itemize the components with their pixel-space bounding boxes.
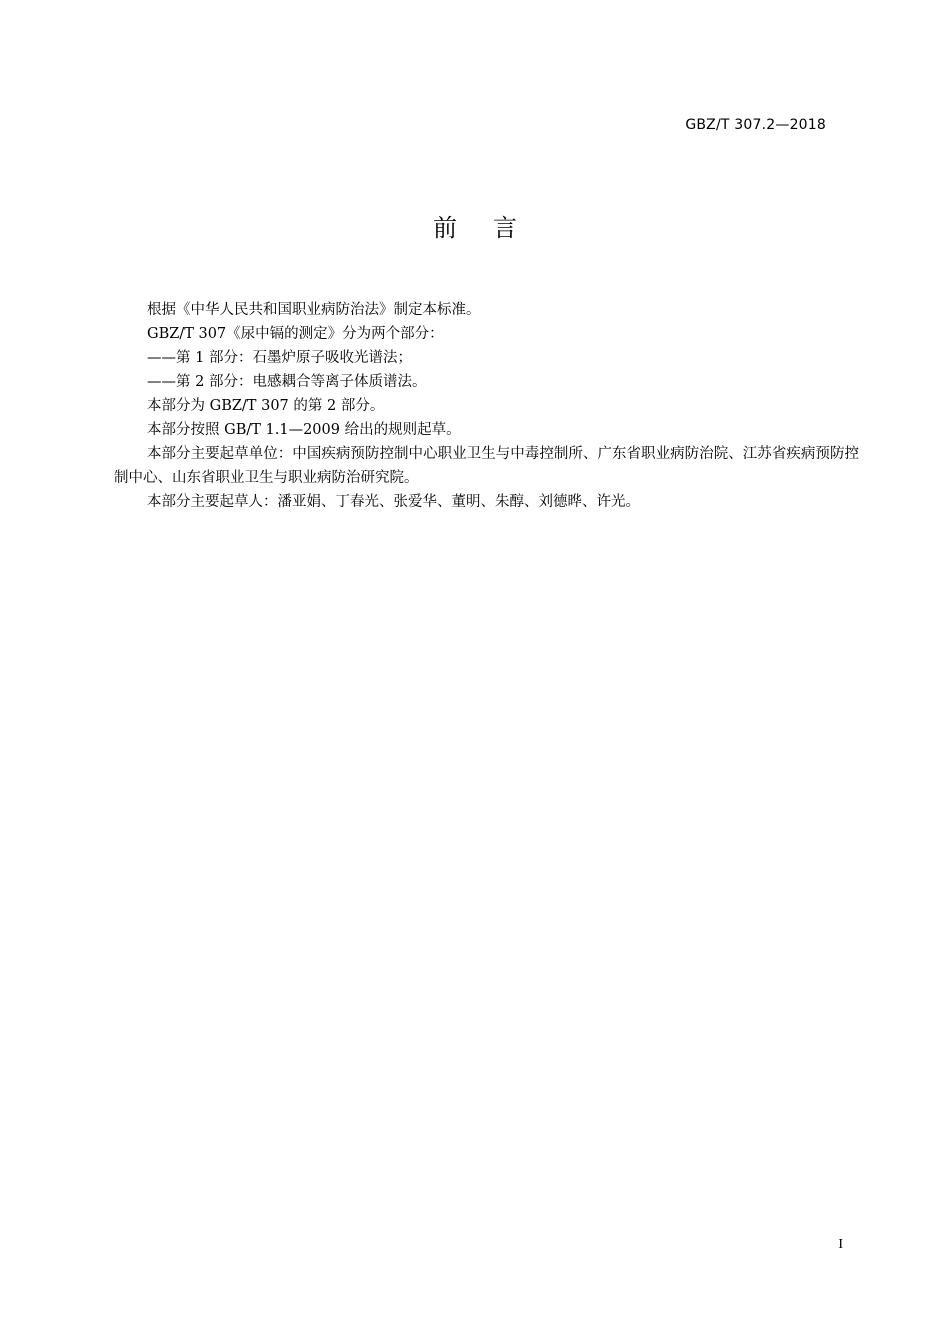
paragraph-drafting-rules: 本部分按照 GB/T 1.1—2009 给出的规则起草。 [147,422,461,438]
paragraph-parts-intro: GBZ/T 307《尿中镉的测定》分为两个部分： [147,326,444,342]
document-code: GBZ/T 307.2—2018 [685,117,826,133]
title-char-2: 言 [493,214,517,242]
paragraph-part-1: ——第 1 部分：石墨炉原子吸收光谱法； [147,350,412,366]
page-number: I [838,1237,843,1252]
foreword-body [114,298,859,514]
paragraph-part-2: ——第 2 部分：电感耦合等离子体质谱法。 [147,374,427,390]
paragraph-drafters: 本部分主要起草人：潘亚娟、丁春光、张爱华、董明、朱醇、刘德晔、许光。 [147,494,640,510]
page-title [0,212,950,244]
title-char-1: 前 [433,214,457,242]
paragraph-this-part: 本部分为 GBZ/T 307 的第 2 部分。 [147,398,385,414]
paragraph-legal-basis: 根据《中华人民共和国职业病防治法》制定本标准。 [147,302,481,318]
paragraph-drafting-units: 本部分主要起草单位：中国疾病预防控制中心职业卫生与中毒控制所、广东省职业病防治院、江苏省疾病预防控制中心、山东省职业卫生与职业病防治研究院。 [114,446,859,486]
